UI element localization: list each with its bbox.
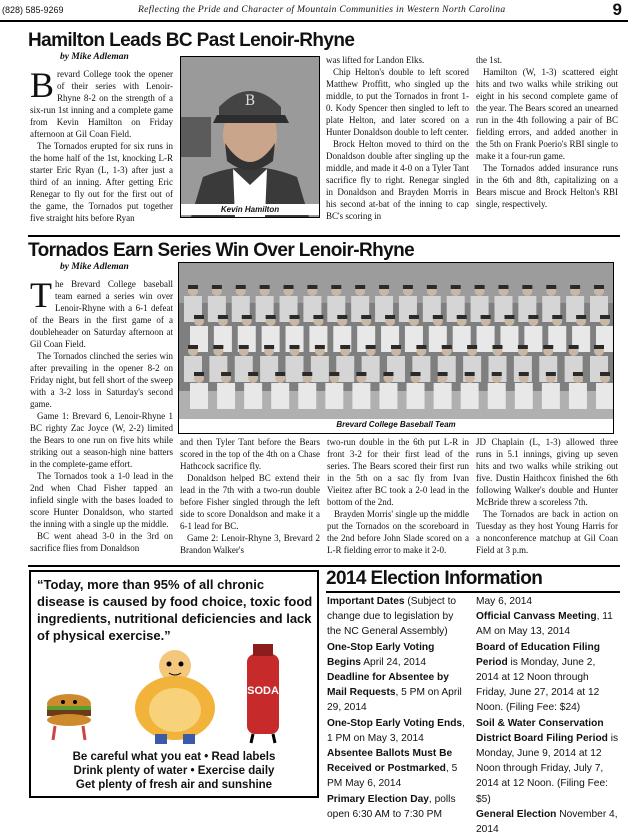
story2-column-4: [476, 436, 618, 556]
player-figure: [284, 285, 294, 289]
election-entry-label: Primary Election Day: [327, 793, 429, 805]
player-figure: [500, 326, 518, 352]
election-entry-detail: is Monday, June 9, 2014 at 12 Noon through Friday, July 7, 2014 at 12 Noon. (Filing Fee: $5): [476, 732, 619, 805]
player-figure: [194, 372, 204, 376]
player-figure: [236, 285, 246, 289]
paragraph: BC went ahead 3-0 in the 3rd on sacrifice flies from Donaldson: [30, 531, 173, 553]
election-entry-detail: November 4, 2014: [476, 808, 618, 836]
election-entry-detail: , polls open 6:30 AM to 7:30 PM: [327, 793, 456, 820]
player-figure: [409, 315, 419, 319]
player-figure: [331, 285, 341, 289]
player-figure: [515, 383, 533, 409]
player-figure: [600, 372, 610, 376]
player-figure: [329, 372, 339, 376]
election-entry: [476, 594, 620, 609]
election-entry-detail: , 11 AM on May 13, 2014: [476, 611, 613, 638]
paragraph: Donaldson helped BC extend their lead in the 7th with a two-run double before Fisher singled through the left side to score Donaldson and make it a 6-1 lead for BC.: [180, 473, 320, 531]
election-entry: [327, 746, 469, 792]
player-figure: [481, 315, 491, 319]
header-phone: (828) 585-9269: [2, 5, 64, 15]
player-figure: [271, 383, 289, 409]
player-figure: [385, 315, 395, 319]
player-figure: [465, 372, 475, 376]
soda-can-icon: [247, 644, 279, 743]
paragraph: The Tornados erupted for six runs in the home half of the 1st, knocking L-R starter Eric Ryan (L, 1-3) after just a third of an inning. After getting Eric Renegar to fly out for the first out of the game, the Tornados put together five straight hits before Ryan: [30, 141, 173, 223]
player-figure: [522, 285, 532, 289]
player-figure: [239, 345, 249, 349]
election-right-column: [476, 594, 620, 837]
player-figure: [542, 383, 560, 409]
team-photo-caption: Brevard College Baseball Team: [179, 419, 613, 429]
paragraph: Chip Helton's double to left scored Matthew Proffitt, who singled up the middle, to put the Tornados in front 1-0. Kody Spencer then singled to left to plate Helton, and later scored on a Hunter Donaldson double to left center.: [326, 67, 469, 137]
player-figure: [260, 285, 270, 289]
player-figure: [218, 315, 228, 319]
election-entry: [327, 670, 469, 716]
story2-dropcap: T: [30, 275, 52, 315]
ad-footer-line: Drink plenty of water • Exercise daily: [73, 765, 275, 777]
election-entry-label: One-Stop Early Voting Begins: [327, 641, 435, 668]
player-figure: [361, 315, 371, 319]
election-entry-detail: , 1 PM on May 3, 2014: [327, 717, 465, 744]
paragraph: was lifted for Landon Elks.: [326, 55, 425, 65]
header-tagline: Reflecting the Pride and Character of Mountain Communities in Western North Carolina: [138, 4, 506, 15]
player-figure: [298, 383, 316, 409]
paragraph: Game 2: Lenoir-Rhyne 3, Brevard 2 Brandon Walker's: [180, 533, 320, 555]
paragraph: he Brevard College baseball team earned a series win over Lenoir-Rhyne with a 6-1 defeat of the Bears in the first game of a doubleheader on Saturday afternoon at Gil Coan Field.: [30, 279, 173, 349]
story1-headline: Hamilton Leads BC Past Lenoir-Rhyne: [28, 30, 355, 51]
story1-byline: by Mike Adleman: [60, 52, 129, 62]
election-entry: [327, 716, 469, 746]
paragraph: Hamilton (W, 1-3) scattered eight hits and two walks while striking out eight in his second complete game of the year. The Bears scored an unearned run in the 4th following a pair of BC fielding errors, and added another in the 5th on Frank Poerio's RBI single to make it a four-run game.: [476, 67, 618, 161]
player-figure: [457, 315, 467, 319]
player-figure: [383, 372, 393, 376]
player-figure: [302, 372, 312, 376]
election-entry: [476, 716, 620, 807]
paragraph: the 1st.: [476, 55, 502, 65]
player-figure: [221, 372, 231, 376]
player-figure: [244, 383, 262, 409]
player-photo-caption: Kevin Hamilton: [181, 204, 319, 215]
paragraph: The Tornados clinched the series win after prevailing in the opener 8-2 on Friday night, but fell short of the sweep with a 3-2 loss in Saturday's second game.: [30, 351, 173, 409]
story2-column-1: [30, 275, 173, 554]
player-figure: [475, 285, 485, 289]
election-entry-label: Soil & Water Conservation District Board Filing Period: [476, 717, 608, 744]
election-entry: [327, 594, 469, 640]
player-figure: [427, 285, 437, 289]
player-figure: [315, 345, 325, 349]
player-figure: [570, 285, 580, 289]
paragraph: The Tornados added insurance runs in the 6th and 8th, capitalizing on a Bears miscue and Brock Helton's RBI single, respectively.: [476, 163, 618, 209]
player-figure: [504, 315, 514, 319]
player-figure: [433, 315, 443, 319]
player-figure: [212, 285, 222, 289]
election-left-column: [327, 594, 469, 822]
ad-quote: “Today, more than 95% of all chronic disease is caused by food choice, toxic food ingredients, nutritional deficiencies and lack of physical exercise.”: [37, 577, 313, 643]
election-info: [326, 568, 620, 836]
player-figure: [213, 345, 223, 349]
election-title: 2014 Election Information: [326, 568, 620, 593]
player-figure: [356, 372, 366, 376]
page-header: [0, 0, 628, 22]
ad-footer-line: Be careful what you eat • Read labels: [72, 751, 276, 763]
player-figure: [596, 383, 613, 409]
player-figure: [461, 383, 479, 409]
player-figure: [407, 383, 425, 409]
player-figure: [416, 345, 426, 349]
player-figure: [340, 345, 350, 349]
soda-label: SODA: [247, 685, 279, 697]
page-number: 9: [612, 0, 622, 19]
burger-icon: [47, 694, 91, 740]
player-figure: [242, 315, 252, 319]
election-entry: [327, 792, 469, 822]
player-figure: [546, 372, 556, 376]
player-figure: [451, 285, 461, 289]
election-entry-label: Absentee Ballots Must Be Received or Postmarked: [327, 748, 453, 775]
election-entry: [476, 640, 620, 716]
player-figure: [379, 285, 389, 289]
story1-column-1: [30, 65, 173, 224]
player-figure: [493, 345, 503, 349]
player-figure: [248, 372, 258, 376]
paragraph: two-run double in the 6th put L-R in front 3-2 for their first lead of the series. The Bears scored their first run in the 5th on a sac fly from Ivan Vieitez after BC took a 2-0 lead in the bottom of the 2nd.: [327, 437, 469, 507]
player-figure: [217, 383, 235, 409]
story2-headline: Tornados Earn Series Win Over Lenoir-Rhyne: [28, 240, 415, 261]
player-figure: [528, 315, 538, 319]
player-figure: [411, 372, 421, 376]
player-figure: [552, 315, 562, 319]
election-entry-label: Official Canvass Meeting: [476, 611, 597, 623]
cap-logo: B: [244, 93, 256, 109]
player-figure: [290, 345, 300, 349]
player-figure: [467, 345, 477, 349]
story2-column-3: [327, 436, 469, 556]
election-entry-detail: (Subject to change due to legislation by the NC General Assembly): [327, 596, 457, 638]
player-figure: [264, 345, 274, 349]
player-figure: [194, 315, 204, 319]
player-figure: [498, 285, 508, 289]
paragraph: The Tornados are back in action on Tuesday as they host Young Harris for a nonconference matchup at Gil Coan Field at 3 p.m.: [476, 509, 618, 555]
player-figure: [311, 356, 329, 382]
election-entry-label: General Election: [476, 808, 557, 820]
section-divider: [28, 565, 620, 567]
ad-footer: [31, 750, 317, 792]
player-figure: [543, 345, 553, 349]
player-figure: [379, 383, 397, 409]
cartoon-man-icon: [135, 650, 215, 744]
player-figure: [352, 383, 370, 409]
player-figure: [594, 345, 604, 349]
player-figure: [600, 315, 610, 319]
paragraph: The Tornados took a 1-0 lead in the 2nd when Chad Fisher tapped an infield single with the bases loaded to score Hunter Donaldson, who started the inning with a single up the middle.: [30, 471, 173, 529]
paragraph: and then Tyler Tant before the Bears scored in the top of the 4th on a Chase Hathcock sacrifice fly.: [180, 437, 320, 471]
paragraph: Game 1: Brevard 6, Lenoir-Rhyne 1 BC righty Zac Joyce (W, 2-2) limited the Bears to one run on five hits while striking out a season-high nine batters in the complete-game effort.: [30, 411, 173, 469]
player-figure: [313, 315, 323, 319]
story1-dropcap: B: [30, 65, 55, 105]
player-figure: [573, 372, 583, 376]
story1-column-2: [326, 54, 469, 222]
player-figure: [546, 285, 556, 289]
election-entry-detail: , 5 PM May 6, 2014: [327, 763, 458, 790]
story2-column-2: [180, 436, 320, 556]
election-entry: [476, 807, 620, 837]
player-figure: [290, 315, 300, 319]
paragraph: revard College took the opener of their series with Lenoir-Rhyne 8-2 on the strength of a six-run 1st inning and a complete game from Kevin Hamilton on Friday afternoon at Gil Coan Field.: [30, 69, 173, 139]
election-entry-label: One-Stop Early Voting Ends: [327, 717, 463, 729]
paragraph: Brock Helton moved to third on the Donaldson double after singling up the middle, and made it 4-0 on a Tyler Tant sacrifice fly to right. Renegar singled in Donaldson and Brayden Morris in his second at-bat of the inning to cap BC's scoring in: [326, 139, 469, 221]
player-figure: [488, 383, 506, 409]
election-entry-label: Deadline for Absentee by Mail Requests: [327, 672, 449, 699]
player-figure: [188, 345, 198, 349]
player-figure: [576, 315, 586, 319]
election-entry-label: Board of Education Filing Period: [476, 641, 600, 668]
player-figure: [438, 372, 448, 376]
player-figure: [391, 345, 401, 349]
player-figure: [403, 285, 413, 289]
player-figure: [355, 285, 365, 289]
paragraph: JD Chaplain (L, 1-3) allowed three runs in 5.1 innings, giving up seven hits and two walks while striking out five. Dustin Haithcox finished the 6th following Walker's double and Hunter McBride threw a scoreless 7th.: [476, 437, 618, 507]
election-entry: [476, 609, 620, 639]
ad-footer-line: Get plenty of fresh air and sunshine: [75, 779, 273, 791]
player-figure: [337, 315, 347, 319]
player-figure: [594, 285, 604, 289]
team-photo: [178, 262, 614, 434]
player-figure: [569, 383, 587, 409]
player-figure: [519, 372, 529, 376]
election-entry: [327, 640, 469, 670]
player-figure: [477, 326, 495, 352]
section-divider: [28, 235, 620, 237]
cartoon-illustration: [31, 644, 317, 744]
player-figure: [325, 383, 343, 409]
health-ad: [29, 570, 319, 798]
election-entry-detail: April 24, 2014: [360, 656, 427, 668]
story2-byline: by Mike Adleman: [60, 262, 129, 272]
player-figure: [569, 345, 579, 349]
player-figure: [275, 372, 285, 376]
election-entry-detail: May 6, 2014: [476, 596, 533, 607]
player-figure: [518, 345, 528, 349]
player-figure: [286, 356, 304, 382]
player-photo: [180, 56, 320, 218]
player-figure: [442, 345, 452, 349]
story1-column-3: [476, 54, 618, 210]
player-figure: [434, 383, 452, 409]
player-figure: [366, 345, 376, 349]
election-entry-label: Important Dates: [327, 596, 405, 607]
player-figure: [492, 372, 502, 376]
player-figure: [188, 285, 198, 289]
paragraph: Brayden Morris' single up the middle put the Tornados on the scoreboard in the 2nd before John Slade scored on a L-R fielding error to make it 2-0.: [327, 509, 469, 555]
player-figure: [266, 315, 276, 319]
player-figure: [307, 285, 317, 289]
election-entry-detail: , 5 PM on April 29, 2014: [327, 687, 462, 714]
player-figure: [190, 383, 208, 409]
election-entry-detail: is Monday, June 2, 2014 at 12 Noon through Friday, June 27, 2014 at 12 Noon. (Filing Fee: $24): [476, 656, 600, 714]
